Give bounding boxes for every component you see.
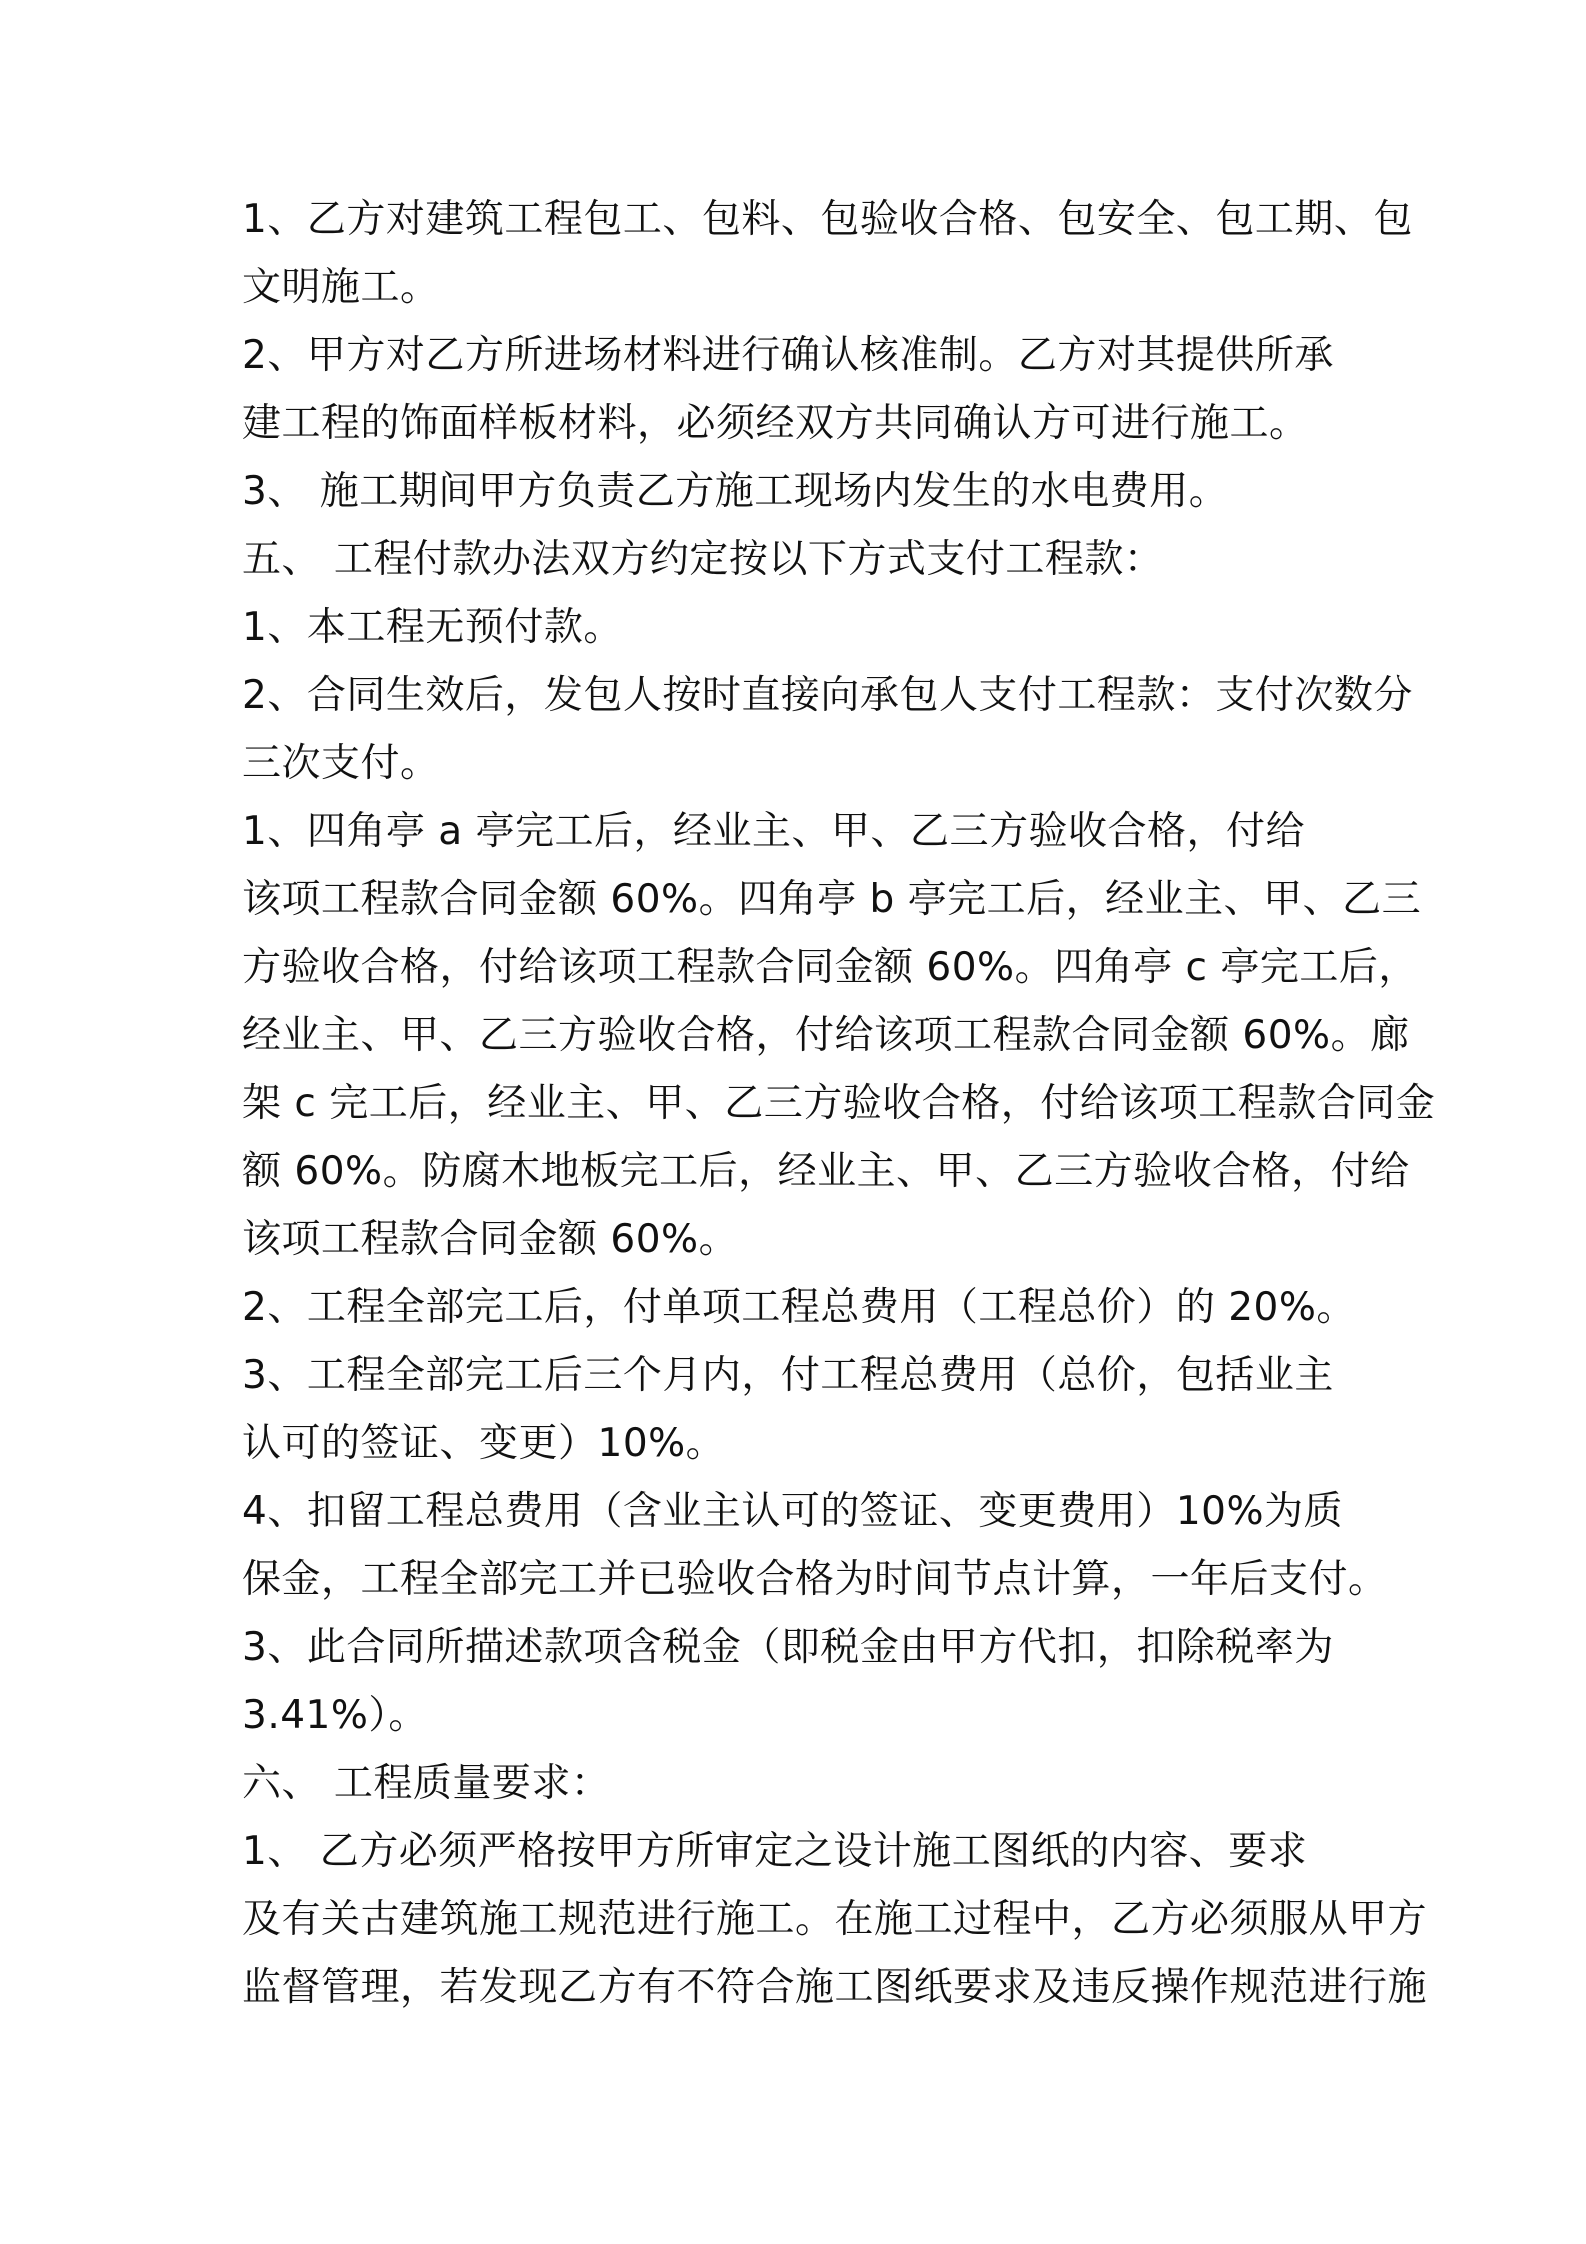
text-line-16: 该项工程款合同金额 60%。 [242,1217,739,1262]
text-line-3: 2、甲方对乙方所进场材料进行确认核准制。乙方对其提供所承 [242,333,1334,378]
text-line-8: 2、合同生效后，发包人按时直接向承包人支付工程款：支付次数分 [242,673,1413,718]
text-line-17: 2、工程全部完工后，付单项工程总费用（工程总价）的 20%。 [242,1285,1356,1330]
text-line-25: 1、 乙方必须严格按甲方所审定之设计施工图纸的内容、要求 [242,1829,1308,1874]
text-line-2: 文明施工。 [242,265,440,310]
text-line-13: 经业主、甲、乙三方验收合格，付给该项工程款合同金额 60%。廊 [242,1013,1410,1058]
section-heading-5: 五、 工程付款办法双方约定按以下方式支付工程款： [242,537,1164,582]
text-line-12: 方验收合格，付给该项工程款合同金额 60%。四角亭 c 亭完工后， [242,945,1418,990]
text-line-21: 保金，工程全部完工并已验收合格为时间节点计算，一年后支付。 [242,1557,1388,1602]
text-line-10: 1、四角亭 a 亭完工后，经业主、甲、乙三方验收合格，付给 [242,809,1306,854]
text-line-23: 3.41%）。 [242,1693,428,1738]
text-line-4: 建工程的饰面样板材料，必须经双方共同确认方可进行施工。 [242,401,1309,446]
text-line-18: 3、工程全部完工后三个月内，付工程总费用（总价，包括业主 [242,1353,1334,1398]
text-line-5: 3、 施工期间甲方负责乙方施工现场内发生的水电费用。 [242,469,1229,514]
text-line-20: 4、扣留工程总费用（含业主认可的签证、变更费用）10%为质 [242,1489,1343,1534]
text-line-11: 该项工程款合同金额 60%。四角亭 b 亭完工后，经业主、甲、乙三 [242,877,1422,922]
text-line-26: 及有关古建筑施工规范进行施工。在施工过程中，乙方必须服从甲方 [242,1897,1428,1942]
section-heading-6: 六、 工程质量要求： [242,1761,611,1806]
text-line-9: 三次支付。 [242,741,440,786]
text-line-15: 额 60%。防腐木地板完工后，经业主、甲、乙三方验收合格，付给 [242,1149,1410,1194]
text-line-14: 架 c 完工后，经业主、甲、乙三方验收合格，付给该项工程款合同金 [242,1081,1436,1126]
text-line-1: 1、乙方对建筑工程包工、包料、包验收合格、包安全、包工期、包 [242,197,1413,242]
text-line-7: 1、本工程无预付款。 [242,605,623,650]
text-line-19: 认可的签证、变更）10%。 [242,1421,726,1466]
text-line-27: 监督管理，若发现乙方有不符合施工图纸要求及违反操作规范进行施 [242,1965,1428,2010]
text-line-22: 3、此合同所描述款项含税金（即税金由甲方代扣，扣除税率为 [242,1625,1334,1670]
contract-text [242,186,1436,2022]
